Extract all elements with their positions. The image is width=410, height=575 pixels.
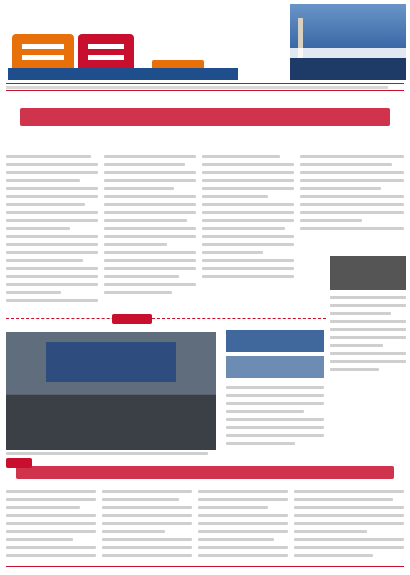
side-news-box — [330, 256, 406, 386]
masthead — [0, 0, 410, 95]
photo-section-badge — [112, 314, 152, 324]
conference-photo-icon — [6, 332, 216, 450]
photo-section-header — [6, 318, 326, 326]
bottom-column-2 — [102, 490, 192, 568]
issue-meta-bar — [6, 83, 404, 91]
page-footer — [6, 566, 404, 572]
bottom-column-4 — [294, 490, 404, 568]
bottom-column-3 — [198, 490, 288, 568]
bottom-column-1 — [6, 490, 96, 568]
article-column-3 — [202, 155, 294, 340]
landscape-photo-icon — [290, 4, 406, 80]
main-headline-block — [20, 102, 390, 132]
photo-caption — [6, 452, 216, 458]
article-column-2 — [104, 155, 196, 340]
second-headline-block — [6, 463, 404, 481]
article-column-1 — [6, 155, 98, 340]
photo-story-box — [226, 330, 324, 450]
article-column-4 — [300, 155, 404, 250]
masthead-tagline-bar — [8, 68, 238, 80]
